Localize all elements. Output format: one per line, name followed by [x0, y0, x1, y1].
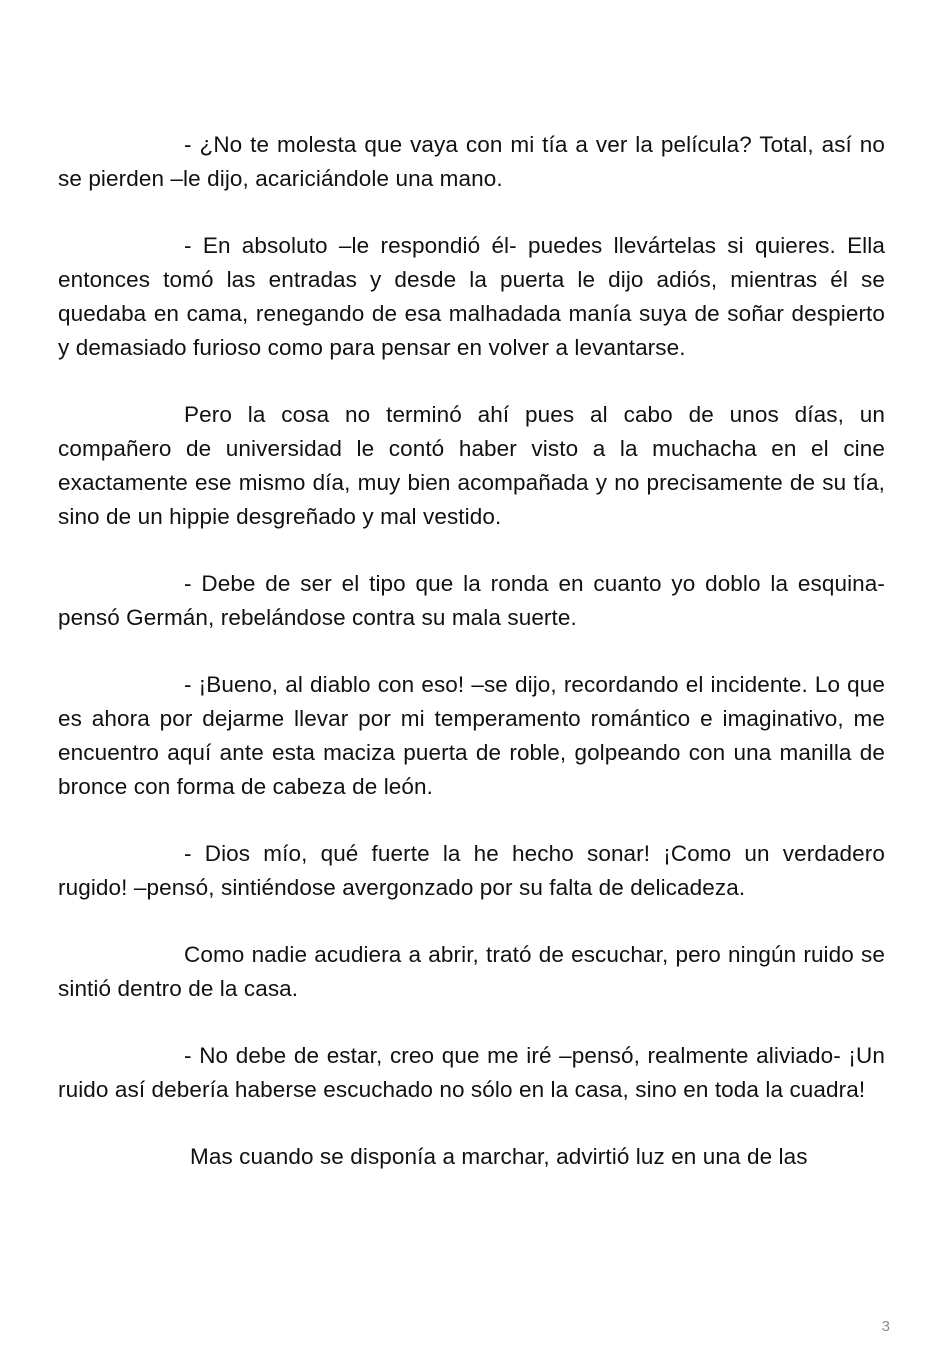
paragraph-1: - ¿No te molesta que vaya con mi tía a ver la película? Total, así no se pierden –le dijo, acariciándole una mano. [58, 132, 885, 191]
page-number: 3 [881, 1318, 890, 1335]
paragraph-5: - ¡Bueno, al diablo con eso! –se dijo, recordando el incidente. Lo que es ahora por dejarme llevar por mi temperamento romántico e imaginativo, me encuentro aquí ante esta maciza puerta de roble, golpeando con una manilla de bronce con forma de cabeza de león. [58, 672, 885, 799]
paragraph-3: Pero la cosa no terminó ahí pues al cabo de unos días, un compañero de universidad le contó haber visto a la muchacha en el cine exactamente ese mismo día, muy bien acompañada y no precisamente de su tía, sino de un hippie desgreñado y mal vestido. [58, 402, 885, 529]
paragraph-2: - En absoluto –le respondió él- puedes llevártelas si quieres. Ella entonces tomó las entradas y desde la puerta le dijo adiós, mientras él se quedaba en cama, renegando de esa malhadada manía suya de soñar despierto y demasiado furioso como para pensar en volver a levantarse. [58, 233, 885, 360]
paragraph-6: - Dios mío, qué fuerte la he hecho sonar! ¡Como un verdadero rugido! –pensó, sintiéndose avergonzado por su falta de delicadeza. [58, 841, 885, 900]
paragraph-9: Mas cuando se disponía a marchar, advirtió luz en una de las [190, 1144, 808, 1169]
paragraph-8: - No debe de estar, creo que me iré –pensó, realmente aliviado- ¡Un ruido así debería haberse escuchado no sólo en la casa, sino en toda la cuadra! [58, 1043, 885, 1102]
paragraph-4: - Debe de ser el tipo que la ronda en cuanto yo doblo la esquina- pensó Germán, rebelándose contra su mala suerte. [58, 571, 885, 630]
paragraph-7: Como nadie acudiera a abrir, trató de escuchar, pero ningún ruido se sintió dentro de la casa. [58, 942, 885, 1001]
page-body [58, 128, 885, 1174]
